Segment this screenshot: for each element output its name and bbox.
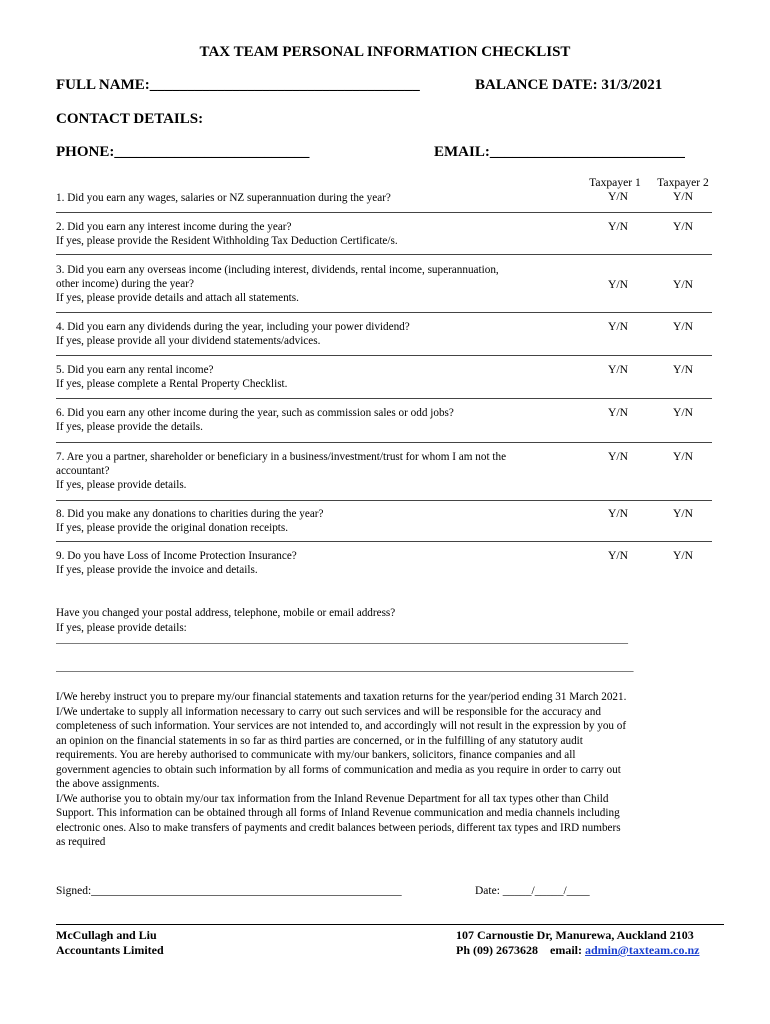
- row-divider: [56, 541, 712, 542]
- balance-date: BALANCE DATE: 31/3/2021: [475, 77, 663, 93]
- taxpayer2-yn[interactable]: Y/N: [673, 190, 693, 203]
- question-row: [56, 191, 586, 205]
- address-change-question: Have you changed your postal address, telephone, mobile or email address?: [56, 607, 396, 619]
- email-blank[interactable]: __________________________: [489, 144, 685, 160]
- taxpayer2-yn[interactable]: Y/N: [673, 220, 693, 233]
- question-line: If yes, please provide the Resident Withholding Tax Deduction Certificate/s.: [56, 235, 398, 247]
- authorisation-line: I/We hereby instruct you to prepare my/our financial statements and taxation returns for the year/period ending 31 March 2021.: [56, 691, 627, 703]
- row-divider: [56, 254, 712, 255]
- details-line-1[interactable]: ________________________________________________________________________________________________________: [56, 633, 628, 645]
- taxpayer2-label: Taxpayer 2: [657, 176, 709, 189]
- taxpayer1-yn[interactable]: Y/N: [608, 406, 628, 419]
- full-name-row: [56, 77, 420, 94]
- question-line: If yes, please complete a Rental Property Checklist.: [56, 378, 288, 390]
- phone-label: PHONE:: [56, 144, 115, 160]
- row-divider: [56, 442, 712, 443]
- taxpayer1-yn[interactable]: Y/N: [608, 320, 628, 333]
- phone-row: [56, 144, 309, 161]
- taxpayer1-yn[interactable]: Y/N: [608, 278, 628, 291]
- email-label: EMAIL:: [434, 144, 490, 160]
- contact-details-heading: CONTACT DETAILS:: [56, 111, 204, 127]
- authorisation-line: I/We undertake to supply all information necessary to carry out such services and will be responsible for the accuracy and: [56, 705, 601, 718]
- company-line-1: McCullagh and Liu: [56, 928, 157, 942]
- authorisation-line: an opinion on the financial statements in so far as third parties are concerned, or in the fulfilling of any statutory audit: [56, 734, 583, 747]
- date-line[interactable]: Date: _____/_____/____: [475, 885, 590, 897]
- signed-line[interactable]: Signed:______________________________________________________: [56, 885, 402, 897]
- question-row: [56, 450, 586, 492]
- company-email-link[interactable]: admin@taxteam.co.nz: [585, 943, 700, 957]
- taxpayer1-yn[interactable]: Y/N: [608, 220, 628, 233]
- taxpayer2-yn[interactable]: Y/N: [673, 363, 693, 376]
- taxpayer2-yn[interactable]: Y/N: [673, 549, 693, 562]
- taxpayer2-yn[interactable]: Y/N: [673, 507, 693, 520]
- column-header-taxpayer2: [652, 176, 714, 189]
- company-line-2: Accountants Limited: [56, 943, 164, 957]
- question-line: 7. Are you a partner, shareholder or beneficiary in a business/investment/trust for whom I am not the: [56, 451, 507, 463]
- taxpayer1-label: Taxpayer 1: [589, 176, 641, 189]
- taxpayer2-yn[interactable]: Y/N: [673, 406, 693, 419]
- question-line: accountant?: [56, 465, 110, 477]
- question-line: If yes, please provide details.: [56, 479, 187, 491]
- details-line-2[interactable]: _________________________________________________________________________________________________________: [56, 661, 634, 673]
- company-phone: Ph (09) 2673628: [456, 943, 538, 957]
- question-line: 2. Did you earn any interest income during the year?: [56, 221, 292, 233]
- phone-blank[interactable]: __________________________: [114, 144, 310, 160]
- company-address: 107 Carnoustie Dr, Manurewa, Auckland 2103: [456, 928, 694, 942]
- authorisation-line: government agencies to obtain such information by all forms of communication and media as you require in order to carry out: [56, 763, 621, 776]
- full-name-blank[interactable]: ____________________________________: [149, 77, 420, 93]
- authorisation-line: as required: [56, 836, 106, 848]
- full-name-label: FULL NAME:: [56, 77, 150, 93]
- address-change-section: [56, 606, 724, 635]
- taxpayer2-yn[interactable]: Y/N: [673, 278, 693, 291]
- taxpayer1-yn[interactable]: Y/N: [608, 190, 628, 203]
- company-contact: [456, 928, 699, 958]
- question-line: 4. Did you earn any dividends during the year, including your power dividend?: [56, 321, 410, 333]
- question-line: 5. Did you earn any rental income?: [56, 364, 214, 376]
- company-phone-email: [456, 943, 699, 958]
- authorisation-line: requirements. You are hereby authorised to communicate with my/our bankers, solicitors, finance companies and all: [56, 749, 576, 761]
- taxpayer1-yn[interactable]: Y/N: [608, 450, 628, 463]
- question-line: If yes, please provide the invoice and details.: [56, 564, 258, 576]
- question-line: 6. Did you earn any other income during the year, such as commission sales or odd jobs?: [56, 407, 454, 419]
- question-line: 8. Did you make any donations to charities during the year?: [56, 508, 324, 520]
- question-line: 3. Did you earn any overseas income (including interest, dividends, rental income, superannuation,: [56, 264, 499, 276]
- taxpayer2-yn[interactable]: Y/N: [673, 320, 693, 333]
- taxpayer1-yn[interactable]: Y/N: [608, 507, 628, 520]
- taxpayer1-yn[interactable]: Y/N: [608, 363, 628, 376]
- row-divider: [56, 500, 712, 501]
- page-title: TAX TEAM PERSONAL INFORMATION CHECKLIST: [199, 44, 571, 60]
- row-divider: [56, 355, 712, 356]
- company-name: [56, 928, 164, 958]
- authorisation-line: completeness of such information. Your services are not intended to, and accordingly will not result in the expression by you of: [56, 720, 627, 732]
- question-row: [56, 406, 586, 434]
- row-divider: [56, 312, 712, 313]
- question-row: [56, 363, 586, 391]
- company-email-label: email:: [550, 943, 582, 957]
- question-line: 1. Did you earn any wages, salaries or NZ superannuation during the year?: [56, 192, 391, 204]
- authorisation-line: the above assignments.: [56, 778, 160, 790]
- authorisation-line: I/We authorise you to obtain my/our tax information from the Inland Revenue Department for all tax types other than Child: [56, 792, 609, 805]
- question-row: [56, 220, 586, 248]
- question-line: If yes, please provide the original donation receipts.: [56, 522, 289, 534]
- footer-divider: [56, 924, 724, 925]
- taxpayer2-yn[interactable]: Y/N: [673, 450, 693, 463]
- authorisation-line: Support. This information can be obtained through all forms of Inland Revenue communication and media channels including: [56, 807, 620, 819]
- authorisation-line: electronic ones. Also to make transfers of payments and credit balances between periods, different tax types and IRD numbers: [56, 821, 621, 834]
- row-divider: [56, 212, 712, 213]
- question-row: [56, 263, 586, 305]
- question-line: 9. Do you have Loss of Income Protection Insurance?: [56, 550, 297, 562]
- question-row: [56, 549, 586, 577]
- column-header-taxpayer1: [584, 176, 646, 189]
- email-row: [434, 144, 685, 161]
- question-line: If yes, please provide all your dividend statements/advices.: [56, 335, 321, 347]
- question-line: If yes, please provide the details.: [56, 421, 203, 433]
- row-divider: [56, 398, 712, 399]
- question-line: If yes, please provide details and attach all statements.: [56, 292, 299, 304]
- question-row: [56, 320, 586, 348]
- taxpayer1-yn[interactable]: Y/N: [608, 549, 628, 562]
- authorisation-text: [56, 690, 724, 850]
- question-row: [56, 507, 586, 535]
- question-line: other income) during the year?: [56, 278, 194, 290]
- address-change-if-yes: If yes, please provide details:: [56, 621, 187, 634]
